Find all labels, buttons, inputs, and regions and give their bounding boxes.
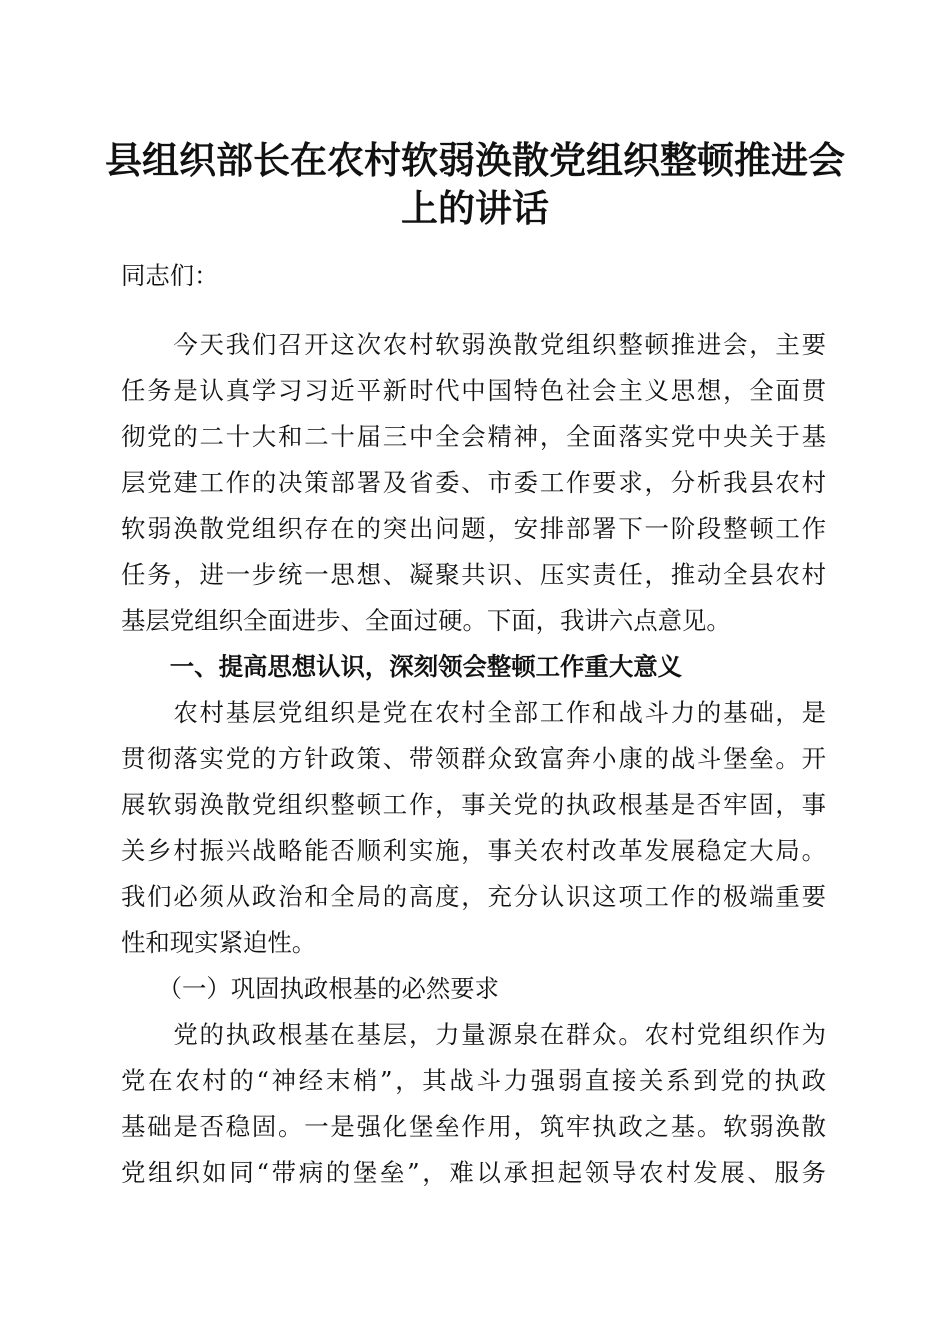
salutation: 同志们： (121, 261, 219, 290)
document-title-line-1: 县组织部长在农村软弱涣散党组织整顿推进会 (105, 138, 845, 182)
paragraph-1-line: 任务，进一步统一思想、凝聚共识、压实责任，推动全县农村 (121, 560, 826, 589)
paragraph-1-line: 软弱涣散党组织存在的突出问题，安排部署下一阶段整顿工作 (121, 514, 826, 543)
paragraph-2-line: 农村基层党组织是党在农村全部工作和战斗力的基础，是 (121, 698, 826, 727)
paragraph-1-line: 今天我们召开这次农村软弱涣散党组织整顿推进会，主要 (121, 330, 826, 359)
section-heading-1: 一、提高思想认识，深刻领会整顿工作重大意义 (121, 652, 682, 681)
paragraph-1-line: 基层党组织全面进步、全面过硬。下面，我讲六点意见。 (121, 606, 731, 635)
paragraph-2-line: 我们必须从政治和全局的高度，充分认识这项工作的极端重要 (121, 882, 826, 911)
paragraph-1-line: 彻党的二十大和二十届三中全会精神，全面落实党中央关于基 (121, 422, 826, 451)
paragraph-3-line: 党组织如同“带病的堡垒”，难以承担起领导农村发展、服务 (121, 1158, 826, 1187)
paragraph-3-line: 党在农村的“神经末梢”，其战斗力强弱直接关系到党的执政 (121, 1066, 826, 1095)
document-title-line-2: 上的讲话 (401, 186, 549, 230)
paragraph-2-line: 贯彻落实党的方针政策、带领群众致富奔小康的战斗堡垒。开 (121, 744, 826, 773)
subsection-heading-1: （一）巩固执政根基的必然要求 (121, 974, 500, 1003)
paragraph-2-line: 性和现实紧迫性。 (121, 928, 317, 957)
paragraph-1-line: 层党建工作的决策部署及省委、市委工作要求，分析我县农村 (121, 468, 826, 497)
paragraph-2-line: 关乡村振兴战略能否顺利实施，事关农村改革发展稳定大局。 (121, 836, 826, 865)
paragraph-2-line: 展软弱涣散党组织整顿工作，事关党的执政根基是否牢固，事 (121, 790, 826, 819)
paragraph-3-line: 党的执政根基在基层，力量源泉在群众。农村党组织作为 (121, 1020, 826, 1049)
paragraph-1-line: 任务是认真学习习近平新时代中国特色社会主义思想，全面贯 (121, 376, 826, 405)
paragraph-3-line: 基础是否稳固。一是强化堡垒作用，筑牢执政之基。软弱涣散 (121, 1112, 826, 1141)
